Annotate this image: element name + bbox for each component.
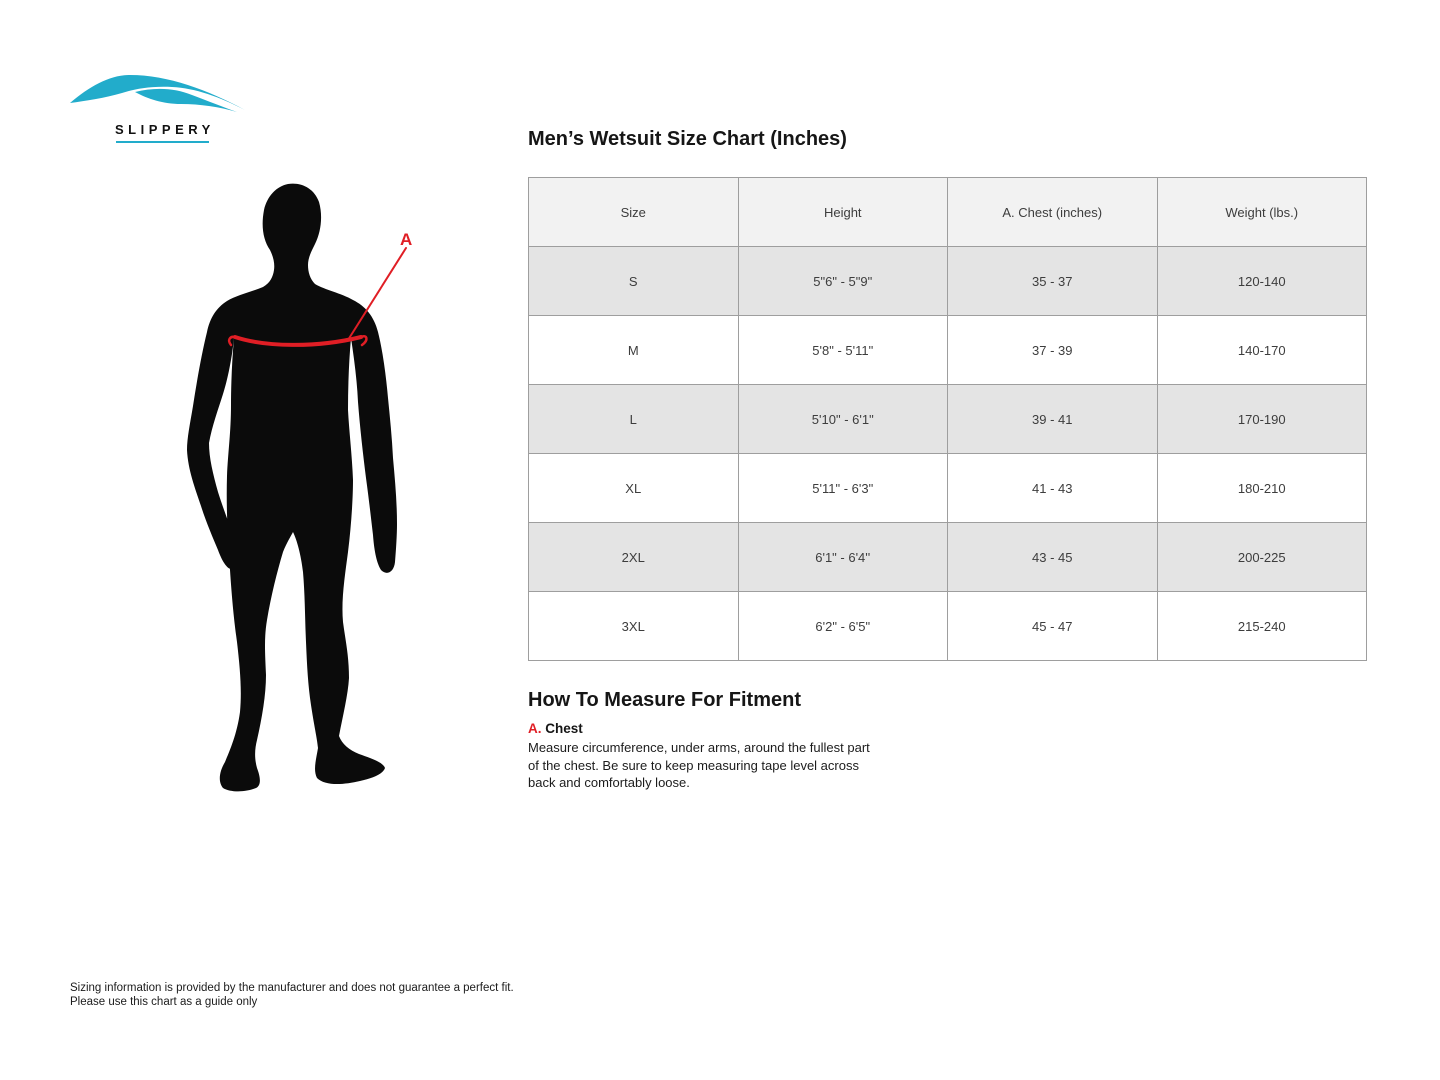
cell-chest: 45 - 47 bbox=[948, 592, 1158, 661]
table-row bbox=[529, 247, 1367, 316]
col-header-height: Height bbox=[738, 178, 948, 247]
cell-size: 2XL bbox=[529, 523, 739, 592]
cell-height: 5'10" - 6'1" bbox=[738, 385, 948, 454]
cell-size: 3XL bbox=[529, 592, 739, 661]
cell-chest: 37 - 39 bbox=[948, 316, 1158, 385]
disclaimer-line-1: Sizing information is provided by the manufacturer and does not guarantee a perfect fit. bbox=[70, 982, 514, 994]
cell-chest: 35 - 37 bbox=[948, 247, 1158, 316]
measure-item-name: Chest bbox=[545, 721, 583, 736]
cell-weight: 140-170 bbox=[1157, 316, 1367, 385]
cell-height: 5'8" - 5'11" bbox=[738, 316, 948, 385]
how-to-measure-title: How To Measure For Fitment bbox=[528, 689, 801, 711]
table-row bbox=[529, 316, 1367, 385]
cell-size: S bbox=[529, 247, 739, 316]
table-row bbox=[529, 454, 1367, 523]
size-chart-title: Men’s Wetsuit Size Chart (Inches) bbox=[528, 128, 847, 150]
wave-logo-icon bbox=[60, 55, 270, 117]
table-header-row bbox=[529, 178, 1367, 247]
table-row bbox=[529, 523, 1367, 592]
cell-size: L bbox=[529, 385, 739, 454]
cell-weight: 170-190 bbox=[1157, 385, 1367, 454]
cell-weight: 120-140 bbox=[1157, 247, 1367, 316]
brand-underline bbox=[116, 141, 209, 143]
measure-item-label bbox=[528, 721, 583, 736]
cell-chest: 39 - 41 bbox=[948, 385, 1158, 454]
col-header-weight: Weight (lbs.) bbox=[1157, 178, 1367, 247]
brand-logo bbox=[60, 55, 270, 155]
cell-weight: 180-210 bbox=[1157, 454, 1367, 523]
size-chart-table bbox=[528, 177, 1367, 661]
cell-weight: 200-225 bbox=[1157, 523, 1367, 592]
chest-annotation-label: A bbox=[400, 230, 413, 249]
cell-height: 6'1" - 6'4'' bbox=[738, 523, 948, 592]
cell-chest: 43 - 45 bbox=[948, 523, 1158, 592]
disclaimer-text bbox=[70, 981, 514, 1009]
male-silhouette-figure bbox=[185, 180, 435, 796]
cell-size: M bbox=[529, 316, 739, 385]
cell-height: 6'2" - 6'5" bbox=[738, 592, 948, 661]
male-silhouette-icon bbox=[185, 180, 435, 796]
brand-name: SLIPPERY bbox=[115, 122, 215, 137]
col-header-chest: A. Chest (inches) bbox=[948, 178, 1158, 247]
cell-weight: 215-240 bbox=[1157, 592, 1367, 661]
table-row bbox=[529, 385, 1367, 454]
table-row bbox=[529, 592, 1367, 661]
measure-item-description: Measure circumference, under arms, around the fullest part of the chest. Be sure to keep measuring tape level across back and comfortably loose. bbox=[528, 740, 870, 790]
col-header-size: Size bbox=[529, 178, 739, 247]
disclaimer-line-2: Please use this chart as a guide only bbox=[70, 996, 258, 1008]
cell-height: 5'11" - 6'3" bbox=[738, 454, 948, 523]
cell-chest: 41 - 43 bbox=[948, 454, 1158, 523]
measure-item-key: A. bbox=[528, 721, 542, 736]
cell-height: 5"6" - 5"9" bbox=[738, 247, 948, 316]
cell-size: XL bbox=[529, 454, 739, 523]
